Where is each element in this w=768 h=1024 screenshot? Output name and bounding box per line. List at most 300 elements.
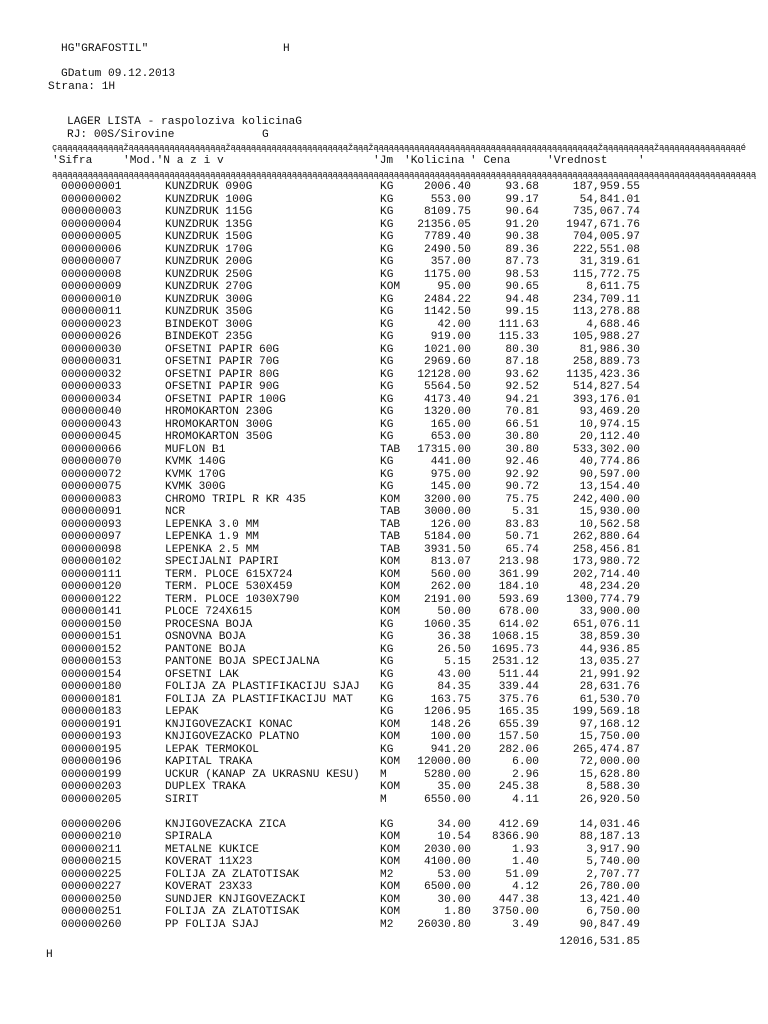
row-name: KUNZDRUK 150G <box>165 231 253 243</box>
row-unit: KOM <box>380 568 401 581</box>
list-title: LAGER LISTA - raspoloziva kolicinaG <box>67 116 302 128</box>
row-code: 000000010 <box>61 293 122 306</box>
row-price: 361.99 <box>498 568 539 581</box>
row-quantity: 2490.50 <box>424 243 471 256</box>
row-name: KNJIGOVEZACKI KONAC <box>165 718 293 731</box>
table-row <box>0 781 768 794</box>
row-quantity: 42.00 <box>437 318 471 331</box>
row-name: KUNZDRUK 100G <box>165 193 253 206</box>
row-unit: KG <box>380 693 394 706</box>
row-unit: KG <box>380 481 394 493</box>
company-name: HG"GRAFOSTIL" <box>61 43 149 55</box>
row-value: 1300,774.79 <box>566 593 640 606</box>
row-value: 105,988.27 <box>572 331 640 343</box>
table-row <box>0 406 768 419</box>
row-quantity: 3931.50 <box>424 543 471 556</box>
table-row <box>0 881 768 894</box>
row-unit: M2 <box>380 918 394 931</box>
row-name: KVMK 140G <box>165 456 226 468</box>
row-code: 000000193 <box>61 731 122 743</box>
row-code: 000000006 <box>61 243 122 256</box>
row-name: KOVERAT 23X33 <box>165 881 253 893</box>
table-row <box>0 456 768 469</box>
row-code: 000000097 <box>61 531 122 543</box>
rj-mark: G <box>262 129 269 141</box>
row-price: 30.80 <box>505 431 539 443</box>
table-row <box>0 356 768 369</box>
row-price: 92.52 <box>505 381 539 393</box>
row-price: 4.12 <box>512 881 539 893</box>
row-price: 92.46 <box>505 456 539 468</box>
row-quantity: 95.00 <box>437 281 471 293</box>
row-quantity: 3200.00 <box>424 493 471 506</box>
row-code: 000000003 <box>61 206 122 218</box>
row-name: KUNZDRUK 270G <box>165 281 253 293</box>
row-value: 393,176.01 <box>572 393 640 406</box>
row-unit: KG <box>380 706 394 718</box>
row-price: 1.93 <box>512 843 539 856</box>
row-value: 704,005.97 <box>572 231 640 243</box>
row-value: 199,569.18 <box>572 706 640 718</box>
row-value: 8,611.75 <box>586 281 640 293</box>
row-code: 000000260 <box>61 918 122 931</box>
row-unit: KG <box>380 631 394 643</box>
row-quantity: 7789.40 <box>424 231 471 243</box>
table-row <box>0 844 768 857</box>
row-quantity: 441.00 <box>430 456 471 468</box>
row-value: 10,562.58 <box>579 518 640 531</box>
row-quantity: 17315.00 <box>417 443 471 456</box>
row-code: 000000120 <box>61 581 122 593</box>
row-name: KAPITAL TRAKA <box>165 756 253 768</box>
table-row <box>0 669 768 682</box>
row-name: TERM. PLOCE 1030X790 <box>165 593 300 606</box>
row-price: 2531.12 <box>492 656 539 668</box>
grand-total: 12016,531.85 <box>559 936 640 948</box>
table-row <box>0 769 768 782</box>
row-code: 000000150 <box>61 618 122 631</box>
row-quantity: 5564.50 <box>424 381 471 393</box>
row-price: 87.73 <box>505 256 539 268</box>
row-name: PANTONE BOJA <box>165 643 246 656</box>
row-code: 000000153 <box>61 656 122 668</box>
row-unit: KOM <box>380 893 401 906</box>
row-value: 26,780.00 <box>579 881 640 893</box>
row-unit: KG <box>380 743 394 756</box>
row-quantity: 1142.50 <box>424 306 471 318</box>
row-code: 000000102 <box>61 556 122 568</box>
row-unit: KG <box>380 306 394 318</box>
row-price: 655.39 <box>498 718 539 731</box>
row-price: 89.36 <box>505 243 539 256</box>
row-value: 242,400.00 <box>572 493 640 506</box>
table-row <box>0 281 768 294</box>
row-value: 735,067.74 <box>572 206 640 218</box>
row-value: 5,740.00 <box>586 856 640 868</box>
row-quantity: 165.00 <box>430 418 471 431</box>
row-unit: KG <box>380 243 394 256</box>
row-name: LEPENKA 3.0 MM <box>165 518 259 531</box>
row-quantity: 4100.00 <box>424 856 471 868</box>
row-unit: KG <box>380 618 394 631</box>
row-price: 111.63 <box>498 318 539 331</box>
row-price: 1068.15 <box>492 631 539 643</box>
row-value: 20,112.40 <box>579 431 640 443</box>
row-price: 98.53 <box>505 268 539 281</box>
row-quantity: 35.00 <box>437 781 471 793</box>
row-name: KNJIGOVEZACKA ZICA <box>165 818 286 831</box>
row-price: 282.06 <box>498 743 539 756</box>
row-quantity: 975.00 <box>430 468 471 481</box>
row-value: 258,456.81 <box>572 543 640 556</box>
row-name: SUNDJER KNJIGOVEZACKI <box>165 893 306 906</box>
row-quantity: 163.75 <box>430 693 471 706</box>
row-value: 113,278.88 <box>572 306 640 318</box>
row-name: KUNZDRUK 300G <box>165 293 253 306</box>
row-code: 000000211 <box>61 843 122 856</box>
row-unit: KOM <box>380 556 401 568</box>
col-end: ' <box>638 155 645 167</box>
row-code: 000000033 <box>61 381 122 393</box>
row-unit: TAB <box>380 443 401 456</box>
row-value: 72,000.00 <box>579 756 640 768</box>
row-code: 000000111 <box>61 568 122 581</box>
row-code: 000000008 <box>61 268 122 281</box>
row-name: SPECIJALNI PAPIRI <box>165 556 280 568</box>
row-unit: KOM <box>380 756 401 768</box>
rule-mid: ąąąąąąąąąąąąąąąąąąąąąąąąąąąąąąąąąąąąąąąąąąąąąąąąąąąąąąąąąąąąąąąąąąąąąąąąąąąąąąąąąąąąąąąąąąąąąąąąąąąąąąąąąąąąąąąąąąąąąąąąąąąąąąąąąąąąąąąąąą <box>52 170 756 180</box>
row-price: 511.44 <box>498 668 539 681</box>
row-unit: KG <box>380 393 394 406</box>
row-unit: KG <box>380 231 394 243</box>
table-row <box>0 656 768 669</box>
page-number: Strana: 1H <box>48 81 116 93</box>
row-price: 339.44 <box>498 681 539 693</box>
row-name: KOVERAT 11X23 <box>165 856 253 868</box>
table-row <box>0 431 768 444</box>
row-name: BINDEKOT 235G <box>165 331 253 343</box>
table-row <box>0 294 768 307</box>
row-code: 000000122 <box>61 593 122 606</box>
row-name: LEPAK <box>165 706 199 718</box>
row-code: 000000215 <box>61 856 122 868</box>
row-unit: KG <box>380 256 394 268</box>
row-unit: KG <box>380 193 394 206</box>
row-code: 000000195 <box>61 743 122 756</box>
row-unit: M2 <box>380 868 394 881</box>
row-name: KVMK 300G <box>165 481 226 493</box>
row-quantity: 2030.00 <box>424 843 471 856</box>
row-unit: KOM <box>380 493 401 506</box>
row-value: 38,859.30 <box>579 631 640 643</box>
row-unit: TAB <box>380 506 401 518</box>
row-unit: KG <box>380 181 394 193</box>
footer-mark: H <box>46 949 53 961</box>
row-price: 3750.00 <box>492 906 539 918</box>
row-code: 000000206 <box>61 818 122 831</box>
row-price: 66.51 <box>505 418 539 431</box>
row-price: 75.75 <box>505 493 539 506</box>
row-code: 000000151 <box>61 631 122 643</box>
row-quantity: 148.26 <box>430 718 471 731</box>
rj-label: RJ: 00S/Sirovine <box>67 129 175 141</box>
row-code: 000000045 <box>61 431 122 443</box>
row-price: 115.33 <box>498 331 539 343</box>
row-code: 000000026 <box>61 331 122 343</box>
row-code: 000000009 <box>61 281 122 293</box>
table-row <box>0 206 768 219</box>
row-name: KUNZDRUK 200G <box>165 256 253 268</box>
row-value: 1947,671.76 <box>566 218 640 231</box>
row-name: CHROMO TRIPL R KR 435 <box>165 493 306 506</box>
row-value: 202,714.40 <box>572 568 640 581</box>
row-code: 000000066 <box>61 443 122 456</box>
row-name: KUNZDRUK 170G <box>165 243 253 256</box>
row-price: 6.00 <box>512 756 539 768</box>
row-value: 97,168.12 <box>579 718 640 731</box>
row-value: 40,774.86 <box>579 456 640 468</box>
row-quantity: 30.00 <box>437 893 471 906</box>
row-unit: KG <box>380 418 394 431</box>
row-unit: M <box>380 768 387 781</box>
row-value: 13,035.27 <box>579 656 640 668</box>
row-price: 245.38 <box>498 781 539 793</box>
row-unit: KG <box>380 406 394 418</box>
row-quantity: 145.00 <box>430 481 471 493</box>
row-quantity: 3000.00 <box>424 506 471 518</box>
report-date: GDatum 09.12.2013 <box>61 68 176 80</box>
row-value: 13,154.40 <box>579 481 640 493</box>
row-name: SIRIT <box>165 793 199 806</box>
row-unit: KG <box>380 218 394 231</box>
table-row <box>0 369 768 382</box>
row-value: 31,319.61 <box>579 256 640 268</box>
rule-top: çąąąąąąąąąąąąąžąąąąąąąąąąąąąąąąąąąžąąąąąąąąąąąąąąąąąąąąąąąžąąąžąąąąąąąąąąąąąąąąąąąąąąąąąąąąąąąąąąąąąąąąąąąąžąąąąąąąąąąžąąąąąąąąąąąąąąąąé <box>52 143 746 153</box>
row-name: SPIRALA <box>165 831 212 843</box>
table-row <box>0 394 768 407</box>
row-price: 614.02 <box>498 618 539 631</box>
row-price: 93.68 <box>505 181 539 193</box>
col-sifra: 'Sifra <box>52 155 93 167</box>
row-name: FOLIJA ZA ZLATOTISAK <box>165 868 300 881</box>
row-name: OFSETNI PAPIR 90G <box>165 381 280 393</box>
row-code: 000000227 <box>61 881 122 893</box>
row-quantity: 2484.22 <box>424 293 471 306</box>
row-quantity: 5184.00 <box>424 531 471 543</box>
row-price: 91.20 <box>505 218 539 231</box>
row-name: OFSETNI PAPIR 60G <box>165 343 280 356</box>
row-name: LEPENKA 1.9 MM <box>165 531 259 543</box>
row-quantity: 1021.00 <box>424 343 471 356</box>
row-value: 115,772.75 <box>572 268 640 281</box>
row-price: 94.21 <box>505 393 539 406</box>
row-value: 44,936.85 <box>579 643 640 656</box>
row-quantity: 262.00 <box>430 581 471 593</box>
row-price: 593.69 <box>498 593 539 606</box>
row-quantity: 653.00 <box>430 431 471 443</box>
row-unit: KOM <box>380 831 401 843</box>
row-code: 000000251 <box>61 906 122 918</box>
table-row <box>0 681 768 694</box>
row-code: 000000023 <box>61 318 122 331</box>
table-row <box>0 219 768 232</box>
table-row <box>0 694 768 707</box>
row-name: FOLIJA ZA PLASTIFIKACIJU SJAJ <box>165 681 360 693</box>
row-price: 5.31 <box>512 506 539 518</box>
table-row <box>0 181 768 194</box>
row-unit: KG <box>380 343 394 356</box>
row-value: 88,187.13 <box>579 831 640 843</box>
row-unit: KOM <box>380 593 401 606</box>
row-unit: KG <box>380 656 394 668</box>
row-code: 000000250 <box>61 893 122 906</box>
row-quantity: 813.07 <box>430 556 471 568</box>
row-unit: KOM <box>380 906 401 918</box>
row-quantity: 1060.35 <box>424 618 471 631</box>
row-quantity: 5280.00 <box>424 768 471 781</box>
table-row <box>0 319 768 332</box>
row-quantity: 2191.00 <box>424 593 471 606</box>
row-unit: KOM <box>380 881 401 893</box>
row-code: 000000183 <box>61 706 122 718</box>
row-value: 90,597.00 <box>579 468 640 481</box>
company-mark: H <box>283 43 290 55</box>
row-name: HROMOKARTON 350G <box>165 431 273 443</box>
table-row <box>0 269 768 282</box>
row-price: 165.35 <box>498 706 539 718</box>
row-unit: KG <box>380 331 394 343</box>
row-unit: KG <box>380 356 394 368</box>
row-quantity: 50.00 <box>437 606 471 618</box>
row-code: 000000031 <box>61 356 122 368</box>
row-price: 65.74 <box>505 543 539 556</box>
row-code: 000000034 <box>61 393 122 406</box>
row-unit: KG <box>380 643 394 656</box>
row-name: PP FOLIJA SJAJ <box>165 918 259 931</box>
row-price: 90.72 <box>505 481 539 493</box>
row-price: 4.11 <box>512 793 539 806</box>
row-code: 000000180 <box>61 681 122 693</box>
row-value: 173,980.72 <box>572 556 640 568</box>
row-value: 234,709.11 <box>572 293 640 306</box>
row-unit: KG <box>380 681 394 693</box>
row-unit: KG <box>380 456 394 468</box>
row-code: 000000011 <box>61 306 122 318</box>
row-unit: KOM <box>380 731 401 743</box>
row-code: 000000072 <box>61 468 122 481</box>
row-code: 000000001 <box>61 181 122 193</box>
row-unit: KOM <box>380 718 401 731</box>
row-value: 10,974.15 <box>579 418 640 431</box>
row-name: KUNZDRUK 350G <box>165 306 253 318</box>
row-unit: TAB <box>380 543 401 556</box>
row-name: MUFLON B1 <box>165 443 226 456</box>
row-quantity: 4173.40 <box>424 393 471 406</box>
row-name: OFSETNI PAPIR 80G <box>165 368 280 381</box>
row-price: 447.38 <box>498 893 539 906</box>
table-row <box>0 831 768 844</box>
row-quantity: 26.50 <box>437 643 471 656</box>
table-row <box>0 594 768 607</box>
row-code: 000000004 <box>61 218 122 231</box>
row-code: 000000002 <box>61 193 122 206</box>
row-value: 651,076.11 <box>572 618 640 631</box>
row-price: 213.98 <box>498 556 539 568</box>
row-quantity: 1320.00 <box>424 406 471 418</box>
row-value: 3,917.90 <box>586 843 640 856</box>
table-row <box>0 494 768 507</box>
row-unit: KG <box>380 468 394 481</box>
row-code: 000000083 <box>61 493 122 506</box>
row-value: 13,421.40 <box>579 893 640 906</box>
row-name: KUNZDRUK 090G <box>165 181 253 193</box>
row-name: METALNE KUKICE <box>165 843 259 856</box>
table-row <box>0 706 768 719</box>
row-unit: TAB <box>380 531 401 543</box>
row-code: 000000196 <box>61 756 122 768</box>
row-name: FOLIJA ZA ZLATOTISAK <box>165 906 300 918</box>
row-value: 26,920.50 <box>579 793 640 806</box>
row-value: 81,986.30 <box>579 343 640 356</box>
table-row <box>0 194 768 207</box>
row-code: 000000091 <box>61 506 122 518</box>
row-value: 33,900.00 <box>579 606 640 618</box>
row-name: KUNZDRUK 250G <box>165 268 253 281</box>
row-quantity: 941.20 <box>430 743 471 756</box>
row-value: 28,631.76 <box>579 681 640 693</box>
row-value: 21,991.92 <box>579 668 640 681</box>
row-code: 000000098 <box>61 543 122 556</box>
row-unit: KOM <box>380 581 401 593</box>
row-price: 1695.73 <box>492 643 539 656</box>
row-name: PLOCE 724X615 <box>165 606 253 618</box>
table-row <box>0 644 768 657</box>
row-code: 000000225 <box>61 868 122 881</box>
table-row <box>0 244 768 257</box>
row-price: 184.10 <box>498 581 539 593</box>
row-name: PROCESNA BOJA <box>165 618 253 631</box>
table-row <box>0 619 768 632</box>
table-row <box>0 381 768 394</box>
row-quantity: 43.00 <box>437 668 471 681</box>
table-row <box>0 544 768 557</box>
row-name: DUPLEX TRAKA <box>165 781 246 793</box>
row-quantity: 6500.00 <box>424 881 471 893</box>
row-code: 000000070 <box>61 456 122 468</box>
row-code: 000000203 <box>61 781 122 793</box>
row-price: 3.49 <box>512 918 539 931</box>
row-price: 99.15 <box>505 306 539 318</box>
row-unit: KG <box>380 318 394 331</box>
row-quantity: 26030.80 <box>417 918 471 931</box>
row-price: 157.50 <box>498 731 539 743</box>
row-value: 14,031.46 <box>579 818 640 831</box>
row-price: 1.40 <box>512 856 539 868</box>
row-price: 8366.90 <box>492 831 539 843</box>
table-row <box>0 556 768 569</box>
row-value: 8,588.30 <box>586 781 640 793</box>
row-value: 187,959.55 <box>572 181 640 193</box>
table-row <box>0 856 768 869</box>
row-price: 92.92 <box>505 468 539 481</box>
row-quantity: 21356.05 <box>417 218 471 231</box>
row-name: LEPAK TERMOKOL <box>165 743 259 756</box>
row-code: 000000007 <box>61 256 122 268</box>
table-row <box>0 606 768 619</box>
row-price: 70.81 <box>505 406 539 418</box>
row-price: 87.18 <box>505 356 539 368</box>
row-code: 000000005 <box>61 231 122 243</box>
